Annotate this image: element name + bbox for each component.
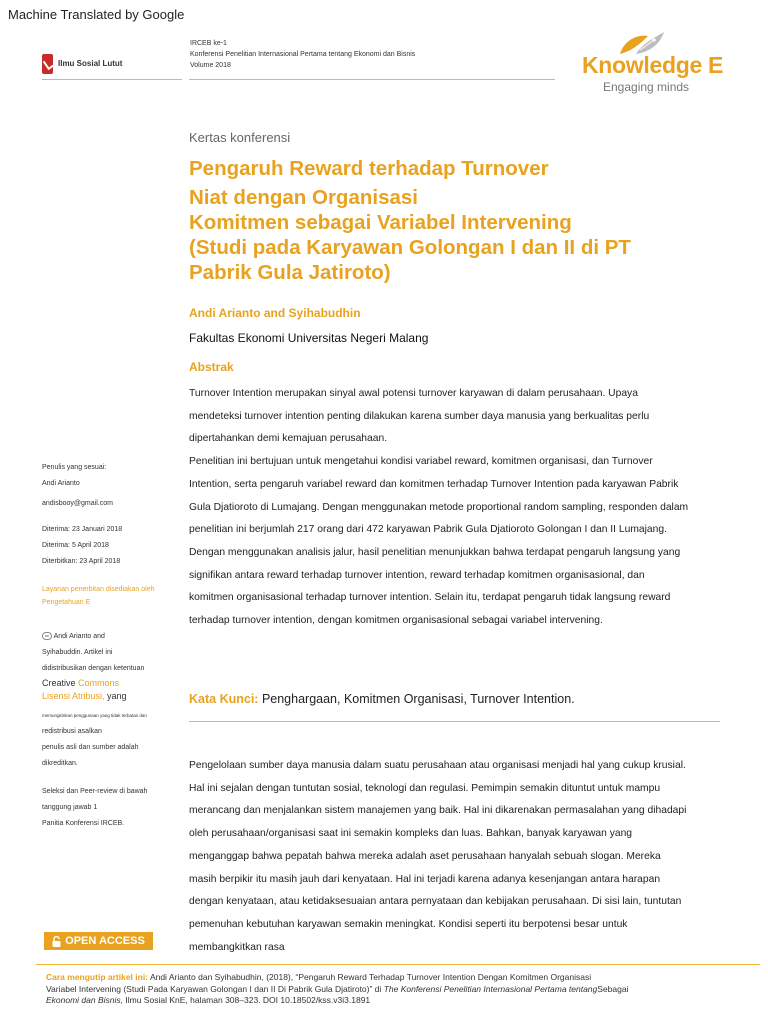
open-access-badge [44, 932, 153, 950]
received-date: Diterima: 23 Januari 2018 [42, 526, 123, 533]
paper-type: Kertas konferensi [189, 130, 291, 145]
authors: Andi Arianto and Syihabudhin [189, 306, 361, 320]
citation-text: Andi Arianto dan Syihabudhin, (2018), “Pengaruh Reward Terhadap Turnover Intention Dengan Komitmen Organisasi [149, 972, 592, 982]
keywords [189, 692, 575, 706]
paper-title [189, 156, 719, 285]
peer-review-line: tanggung jawab 1 [42, 804, 98, 811]
conference-name: Konferensi Penelitian Internasional Pertama tentang Ekonomi dan Bisnis [190, 51, 416, 58]
corresponding-author-name: Andi Arianto [42, 480, 80, 487]
citation-text: Variabel Intervening (Studi Pada Karyawan Golongan I dan II Di Pabrik Gula Djatiroto)” di [46, 983, 382, 994]
abstract-text [189, 383, 719, 633]
title-line: Pabrik Gula Jatiroto) [189, 261, 391, 284]
citation-footer [46, 972, 736, 1007]
license-text [42, 677, 182, 703]
machine-translated-label: Machine Translated by Google [8, 7, 185, 22]
abstract-heading: Abstrak [189, 360, 234, 374]
license-rest-line: dikreditkan. [42, 760, 78, 767]
body-line: masih berpikir itu masih jauh dari kenyataan. Hal ini terjadi karena adanya kesenjangan antara harapan [189, 873, 661, 885]
publisher-service[interactable] [42, 586, 182, 606]
title-line: Niat dengan Organisasi [189, 186, 418, 209]
abstract-line: mendeteksi turnover intention penting dilakukan karena sumber daya manusia yang berkualitas perlu [189, 410, 650, 422]
header-divider-left [42, 79, 182, 80]
abstract-line: dipertahankan demi kemajuan perusahaan. [189, 433, 388, 445]
license-small-text: memungkinkan penggunaan yang tidak terbatas dan [42, 713, 147, 718]
keywords-text: Penghargaan, Komitmen Organisasi, Turnover Intention. [261, 692, 575, 706]
abstract-line: signifikan antara reward terhadap turnover intention, reward terhadap komitmen organisasional, dan [189, 569, 645, 581]
title-line: Pengaruh Reward terhadap Turnover [189, 157, 549, 180]
license-prefix: Creative [42, 678, 76, 688]
author-email[interactable]: andisbooy@gmail.com [42, 500, 113, 507]
peer-review-note [42, 784, 182, 832]
abstract-line: penelitian ini berjumlah 217 orang dari 472 karyawan Pabrik Gula Djatioroto Golongan I dan II Lumajang. [189, 524, 667, 536]
body-line: Pengelolaan sumber daya manusia dalam suatu perusahaan atau organisasi menjadi hal yang cukup krusial. [189, 760, 686, 771]
license-link-commons[interactable]: Commons [78, 678, 120, 688]
journal-logo-icon [42, 54, 53, 74]
body-line: merancang dan menjalankan sistem manajemen yang baik. Hal ini dikarenakan permasalahan yang dihadapi [189, 805, 687, 817]
title-line: Komitmen sebagai Variabel Intervening [189, 211, 572, 234]
journal-name: Ilmu Sosial Lutut [58, 59, 123, 68]
peer-review-line: Panitia Konferensi IRCEB. [42, 820, 125, 827]
body-line: menganggap bahwa pepatah bahwa mereka adalah aset perusahaan hanyalah sebuah slogan. Mereka [189, 850, 661, 862]
footer-divider [36, 964, 760, 965]
license-rest-line: redistribusi asalkan [42, 728, 102, 735]
license-link-attribution[interactable]: Lisensi Atribusi, [42, 691, 105, 701]
keywords-divider [189, 721, 720, 722]
copyright-line: Andi Arianto and [53, 633, 105, 640]
open-access-label: OPEN ACCESS [65, 935, 145, 947]
abstract-line: Gula Djatioroto di Lumajang. Dengan menggunakan metode proportional random sampling, responden dalam [189, 501, 689, 513]
citation-conference: The Konferensi Penelitian Internasional Pertama tentang [383, 983, 598, 994]
abstract-line: komitmen organisasional terhadap turnover intention. Selain itu, terdapat pengaruh tidak langsung reward [189, 592, 671, 604]
corresponding-author-label: Penulis yang sesuai: [42, 464, 107, 471]
lock-icon [52, 936, 61, 947]
citation-text: Sebagai [597, 983, 629, 994]
header-divider-right [189, 79, 555, 80]
cc-icon: cc [42, 632, 52, 640]
citation-doi[interactable]: Ilmu Sosial KnE, halaman 308–323. DOI 10.18502/kss.v3i3.1891 [125, 995, 371, 1005]
copyright-notice [42, 629, 182, 677]
abstract-line: Turnover Intention merupakan sinyal awal potensi turnover karyawan di dalam perusahaan. Upaya [189, 388, 638, 399]
copyright-line: Syihabuddin. Artikel ini [42, 649, 113, 656]
volume: Volume 2018 [190, 62, 231, 69]
license-rest-line: penulis asli dan sumber adalah [42, 744, 139, 751]
knowledge-e-tagline: Engaging minds [603, 80, 690, 94]
body-line: pemenuhan kebutuhan karyawan semakin meningkat. Kondisi seperti itu berpotensi besar untuk [189, 918, 628, 930]
body-line: Hal ini sejalan dengan tuntutan sosial, teknologi dan regulasi. Pemimpin semakin dituntut untuk mampu [189, 782, 661, 794]
body-line: oleh perusahaan/organisasi saat ini semakin kompleks dan luas. Bahkan, banyak karyawan yang [189, 828, 633, 840]
published-date: Diterbitkan: 23 April 2018 [42, 558, 121, 565]
peer-review-line: Seleksi dan Peer-review di bawah [42, 788, 148, 795]
abstract-line: Intention, serta pengaruh variabel reward dan komitmen terhadap Turnover Intention pada karyawan Pabrik [189, 478, 679, 490]
copyright-line: didistribusikan dengan ketentuan [42, 665, 145, 672]
body-line: membangkitkan rasa [189, 941, 285, 953]
accepted-date: Diterima: 5 April 2018 [42, 542, 109, 549]
body-text [189, 755, 719, 959]
citation-label: Cara mengutip artikel ini: [46, 972, 149, 982]
publisher-service-line: Pengetahuan E [42, 599, 91, 606]
title-line: (Studi pada Karyawan Golongan I dan II di PT [189, 236, 631, 259]
citation-conference: Ekonomi dan Bisnis, [46, 995, 124, 1005]
abstract-line: terhadap turnover intention, dengan komitmen organisasional sebagai variabel intervening. [189, 615, 603, 627]
abstract-line: Penelitian ini bertujuan untuk mengetahui kondisi variabel reward, komitmen organisasi, dan Turnover [189, 456, 653, 468]
license-suffix: yang [107, 691, 127, 701]
license-rest [42, 724, 182, 772]
keywords-label: Kata Kunci: [189, 692, 259, 706]
abstract-line: Dengan menggunakan analisis jalur, hasil penelitian menunjukkan bahwa terdapat pengaruh langsung yang [189, 546, 681, 558]
knowledge-e-logo: Knowledge E [582, 52, 724, 78]
affiliation: Fakultas Ekonomi Universitas Negeri Malang [189, 331, 429, 345]
body-line: dengan kenyataan, atau ketidaksesuaian antara pernyataan dan kebijakan perusahaan. Di sisi lain, tuntutan [189, 896, 682, 908]
conference-id: IRCEB ke-1 [190, 40, 227, 47]
publisher-service-line: Layanan penerbitan disediakan oleh [42, 586, 155, 593]
